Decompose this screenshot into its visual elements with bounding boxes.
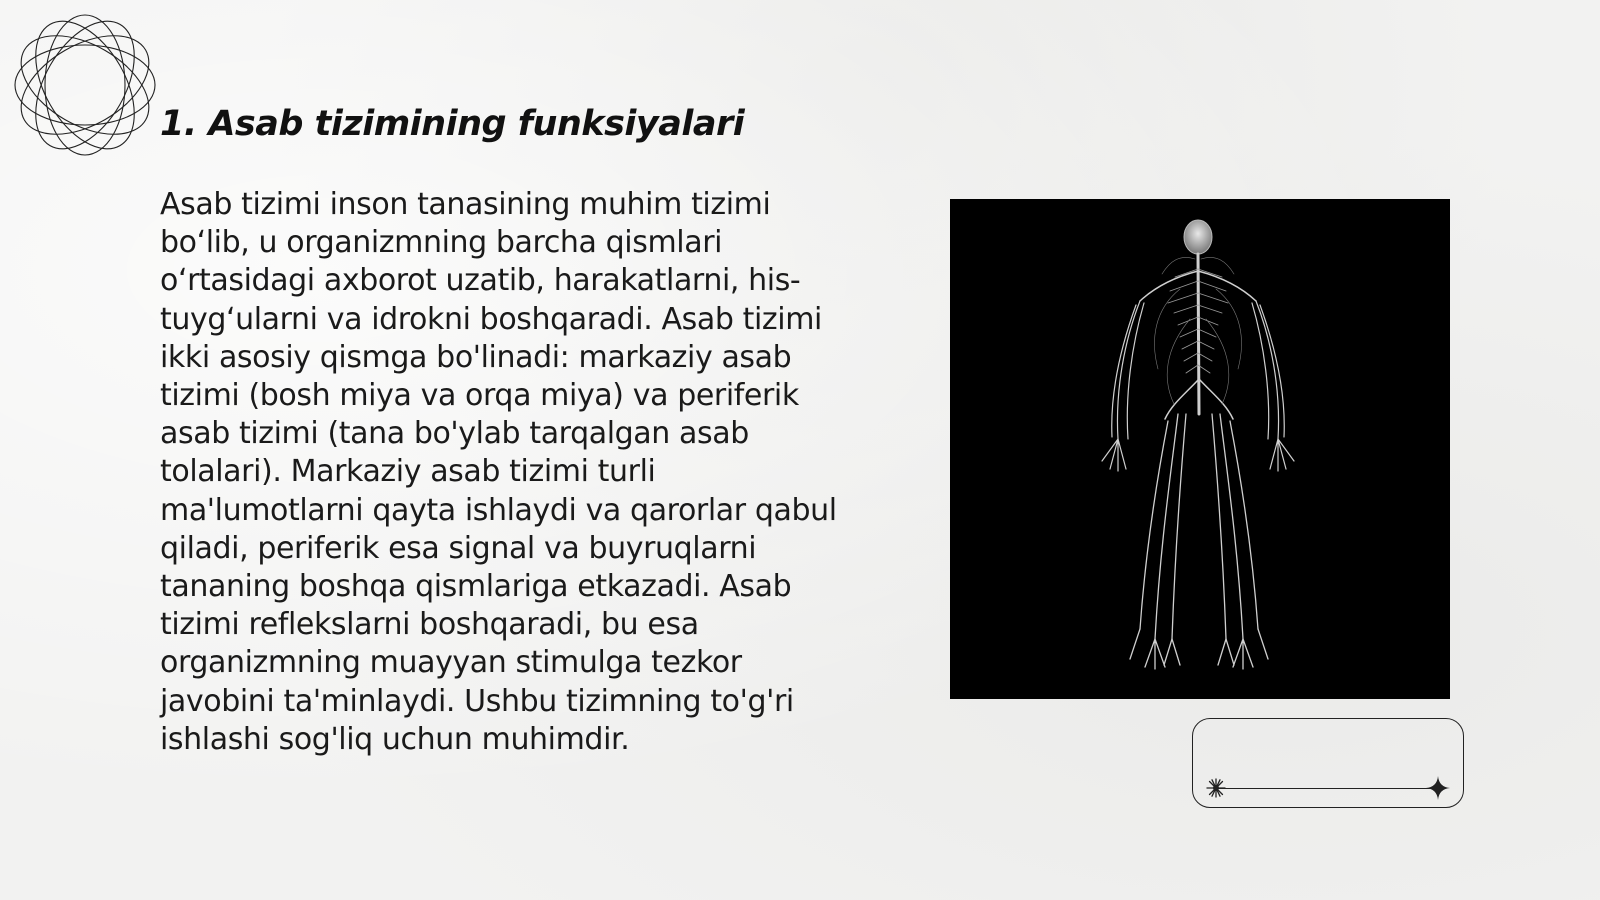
nervous-system-image bbox=[950, 199, 1450, 699]
circular-line-ornament-icon bbox=[10, 10, 160, 160]
star-cross-icon bbox=[1425, 775, 1451, 801]
body-paragraph: Asab tizimi inson tanasining muhim tizimi bo‘lib, u organizmning barcha qismlari o‘rtasidagi axborot uzatib, harakatlarni, his-tuyg‘ularni va idrokni boshqaradi. Asab tizimi ikki asosiy qismga bo'linadi: markaziy asab tizimi (bosh miya va orqa miya) va periferik asab tizimi (tana bo'ylab tarqalgan asab tolalari). Markaziy asab tizimi turli ma'lumotlarni qayta ishlaydi va qarorlar qabul qiladi, periferik esa signal va buyruqlarni tananing boshqa qismlariga etkazadi. Asab tizimi reflekslarni boshqaradi, bu esa organizmning muayyan stimulga tezkor javobini ta'minlaydi. Ushbu tizimning to'g'ri ishlashi sog'liq uchun muhimdir. bbox=[160, 187, 837, 757]
slide-title: 1. Asab tizimining funksiyalari bbox=[160, 104, 745, 144]
slider-track[interactable] bbox=[1217, 788, 1439, 789]
progress-slider[interactable] bbox=[1192, 718, 1464, 808]
